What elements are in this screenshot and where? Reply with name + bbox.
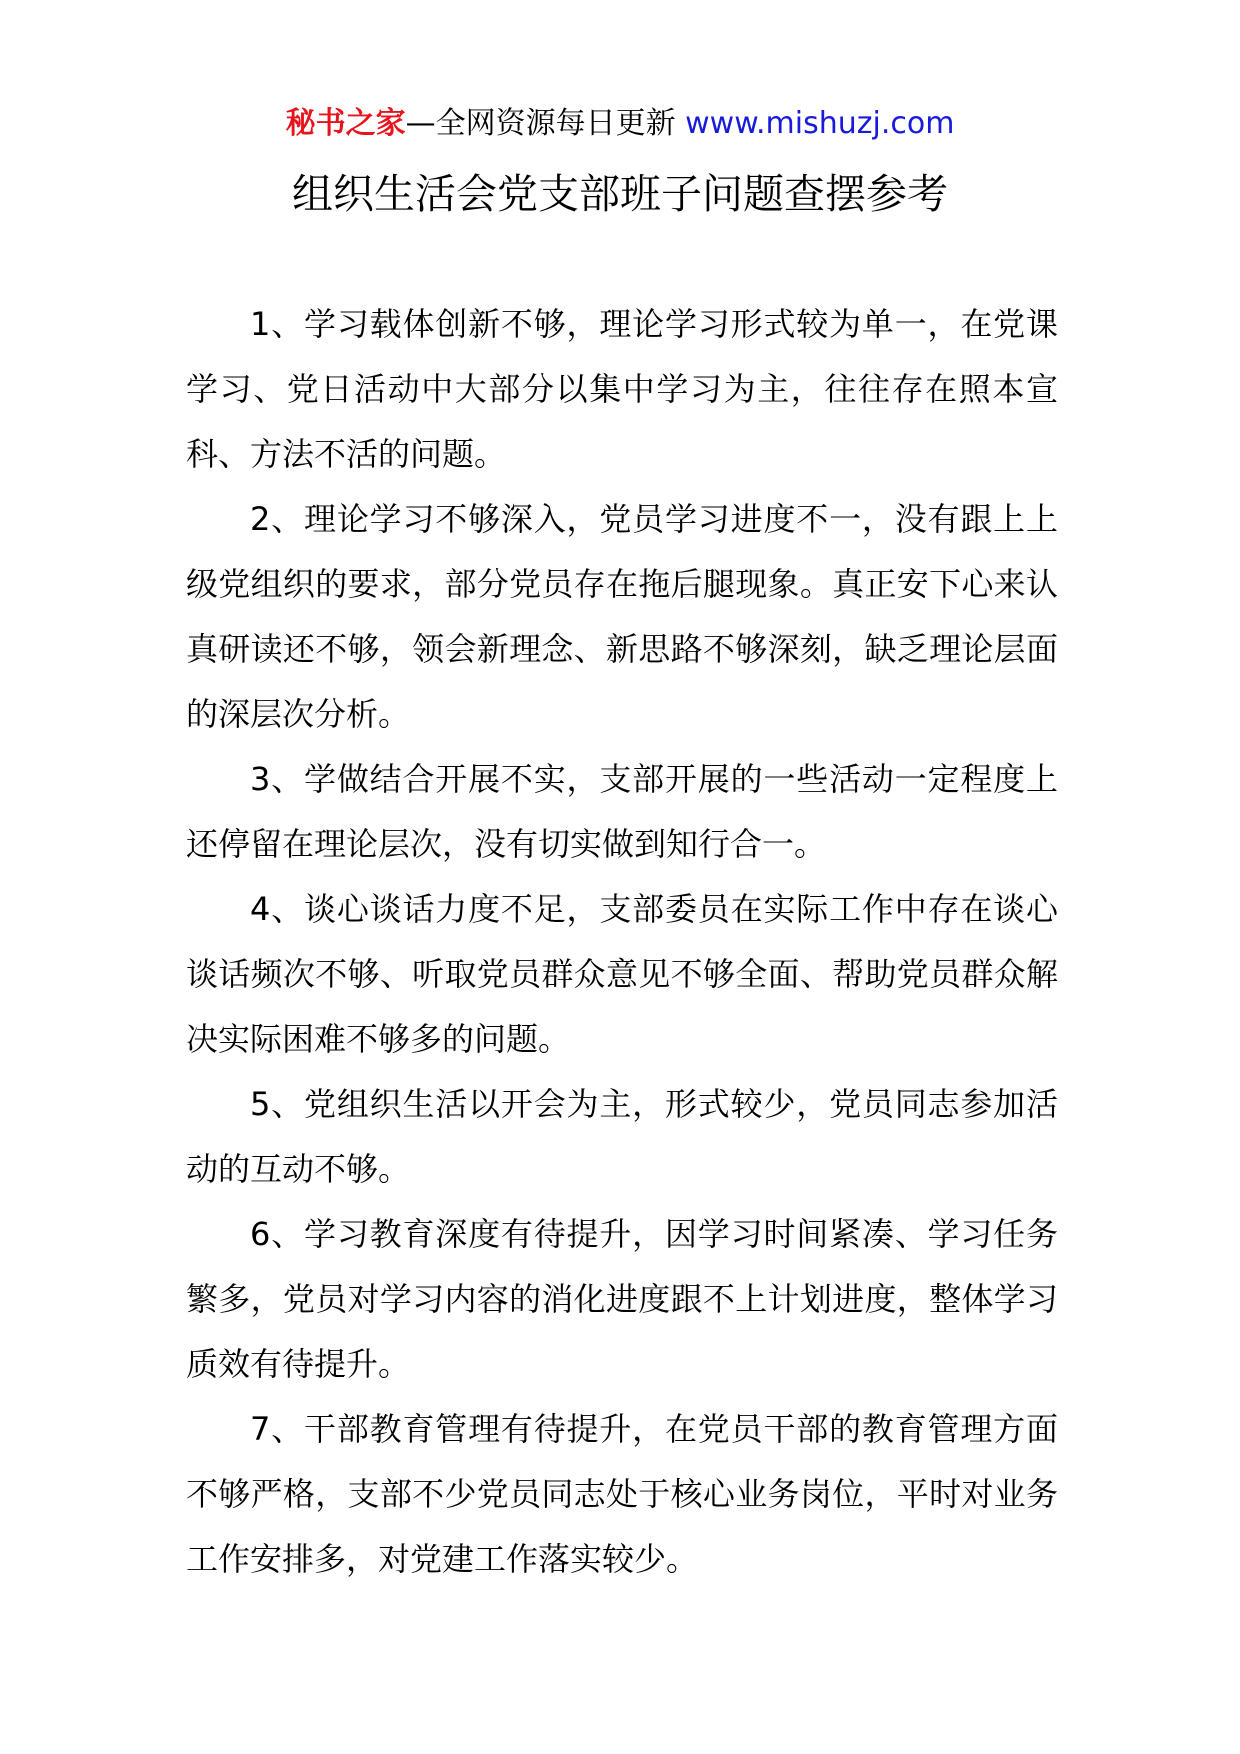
brand-name: 秘书之家: [285, 106, 406, 141]
paragraph-6: 6、学习教育深度有待提升，因学习时间紧凑、学习任务繁多，党员对学习内容的消化进度跟不上计划进度，整体学习质效有待提升。: [186, 1215, 1058, 1383]
header-slogan: —全网资源每日更新: [405, 106, 676, 141]
paragraph-1: 1、学习载体创新不够，理论学习形式较为单一，在党课学习、党日活动中大部分以集中学习为主，往往存在照本宣科、方法不活的问题。: [186, 305, 1058, 473]
document-body: [186, 292, 1058, 1592]
site-header: [0, 104, 1240, 144]
paragraph-3: 3、学做结合开展不实，支部开展的一些活动一定程度上还停留在理论层次，没有切实做到知行合一。: [186, 760, 1058, 863]
paragraph-2: 2、理论学习不够深入，党员学习进度不一，没有跟上上级党组织的要求，部分党员存在拖后腿现象。真正安下心来认真研读还不够，领会新理念、新思路不够深刻，缺乏理论层面的深层次分析。: [186, 500, 1058, 733]
site-url-link[interactable]: www.mishuzj.com: [685, 106, 955, 141]
paragraph-7: 7、干部教育管理有待提升，在党员干部的教育管理方面不够严格，支部不少党员同志处于核心业务岗位，平时对业务工作安排多，对党建工作落实较少。: [186, 1410, 1058, 1578]
paragraph-4: 4、谈心谈话力度不足，支部委员在实际工作中存在谈心谈话频次不够、听取党员群众意见不够全面、帮助党员群众解决实际困难不够多的问题。: [186, 890, 1058, 1058]
paragraph-5: 5、党组织生活以开会为主，形式较少，党员同志参加活动的互动不够。: [186, 1085, 1058, 1188]
document-title: 组织生活会党支部班子问题查摆参考: [292, 170, 948, 218]
